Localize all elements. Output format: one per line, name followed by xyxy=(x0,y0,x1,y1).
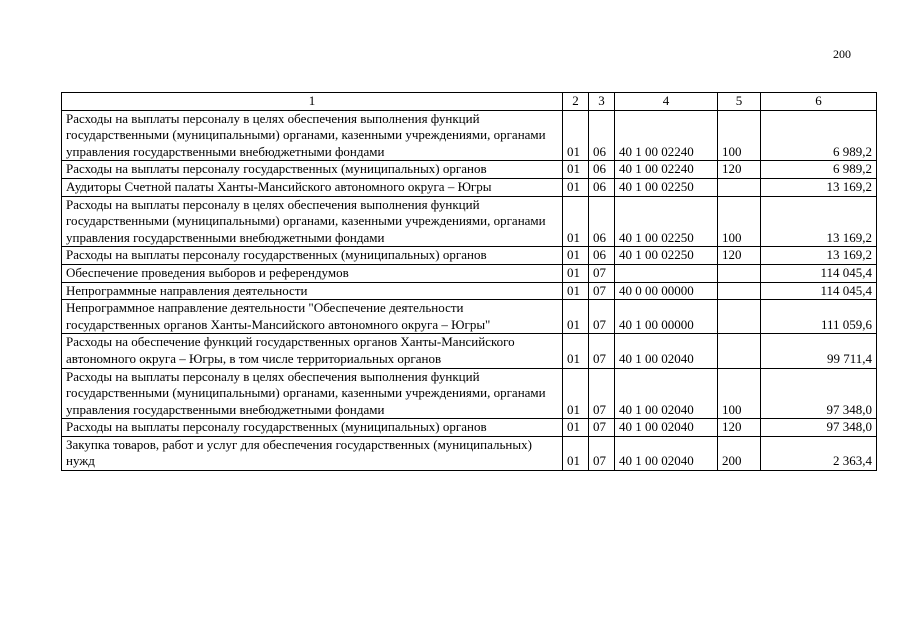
row-description: Расходы на выплаты персоналу государственных (муниципальных) органов xyxy=(62,247,563,265)
row-section-code: 01 xyxy=(563,368,589,419)
row-target-article-code: 40 1 00 02250 xyxy=(615,196,718,247)
row-section-code: 01 xyxy=(563,161,589,179)
row-amount: 6 989,2 xyxy=(761,161,877,179)
row-target-article-code: 40 1 00 02240 xyxy=(615,110,718,161)
table-row xyxy=(62,247,877,265)
row-amount: 13 169,2 xyxy=(761,196,877,247)
row-description: Непрограммное направление деятельности "Обеспечение деятельности государственных органов Ханты-Мансийского автономного округа – Югры" xyxy=(62,300,563,334)
row-expense-type-code xyxy=(718,300,761,334)
row-expense-type-code xyxy=(718,264,761,282)
table-row xyxy=(62,161,877,179)
row-description: Расходы на выплаты персоналу государственных (муниципальных) органов xyxy=(62,161,563,179)
row-subsection-code: 07 xyxy=(589,419,615,437)
table-row xyxy=(62,196,877,247)
row-subsection-code: 07 xyxy=(589,282,615,300)
table-row xyxy=(62,419,877,437)
row-target-article-code: 40 1 00 02040 xyxy=(615,334,718,368)
row-amount: 114 045,4 xyxy=(761,264,877,282)
row-section-code: 01 xyxy=(563,196,589,247)
column-header: 4 xyxy=(615,93,718,111)
row-subsection-code: 07 xyxy=(589,368,615,419)
budget-table xyxy=(61,92,877,471)
row-description: Расходы на выплаты персоналу в целях обеспечения выполнения функций государственными (муниципальными) органами, казенными учреждениями, органами управления государственными внебюджетными фондами xyxy=(62,368,563,419)
row-section-code: 01 xyxy=(563,110,589,161)
row-expense-type-code: 120 xyxy=(718,247,761,265)
table-header-row xyxy=(62,93,877,111)
row-amount: 114 045,4 xyxy=(761,282,877,300)
row-target-article-code: 40 1 00 02040 xyxy=(615,436,718,470)
row-subsection-code: 07 xyxy=(589,334,615,368)
row-section-code: 01 xyxy=(563,334,589,368)
row-description: Закупка товаров, работ и услуг для обеспечения государственных (муниципальных) нужд xyxy=(62,436,563,470)
row-section-code: 01 xyxy=(563,264,589,282)
row-subsection-code: 06 xyxy=(589,178,615,196)
row-amount: 2 363,4 xyxy=(761,436,877,470)
page-number: 200 xyxy=(833,47,851,61)
column-header: 6 xyxy=(761,93,877,111)
row-target-article-code: 40 1 00 02240 xyxy=(615,161,718,179)
row-target-article-code: 40 1 00 02040 xyxy=(615,368,718,419)
row-expense-type-code: 100 xyxy=(718,110,761,161)
row-expense-type-code xyxy=(718,334,761,368)
row-subsection-code: 07 xyxy=(589,300,615,334)
row-description: Расходы на выплаты персоналу в целях обеспечения выполнения функций государственными (муниципальными) органами, казенными учреждениями, органами управления государственными внебюджетными фондами xyxy=(62,110,563,161)
row-amount: 13 169,2 xyxy=(761,247,877,265)
table-row xyxy=(62,368,877,419)
row-expense-type-code: 120 xyxy=(718,161,761,179)
row-amount: 13 169,2 xyxy=(761,178,877,196)
column-header: 2 xyxy=(563,93,589,111)
row-description: Обеспечение проведения выборов и референдумов xyxy=(62,264,563,282)
table-row xyxy=(62,300,877,334)
row-amount: 99 711,4 xyxy=(761,334,877,368)
row-section-code: 01 xyxy=(563,419,589,437)
row-target-article-code: 40 1 00 00000 xyxy=(615,300,718,334)
row-section-code: 01 xyxy=(563,436,589,470)
row-target-article-code: 40 1 00 02250 xyxy=(615,178,718,196)
row-subsection-code: 07 xyxy=(589,264,615,282)
row-expense-type-code xyxy=(718,282,761,300)
row-expense-type-code: 200 xyxy=(718,436,761,470)
row-subsection-code: 07 xyxy=(589,436,615,470)
row-description: Расходы на обеспечение функций государственных органов Ханты-Мансийского автономного округа – Югры, в том числе территориальных органов xyxy=(62,334,563,368)
row-target-article-code: 40 1 00 02250 xyxy=(615,247,718,265)
column-header: 1 xyxy=(62,93,563,111)
row-amount: 97 348,0 xyxy=(761,419,877,437)
row-target-article-code xyxy=(615,264,718,282)
row-description: Расходы на выплаты персоналу государственных (муниципальных) органов xyxy=(62,419,563,437)
row-subsection-code: 06 xyxy=(589,247,615,265)
row-amount: 6 989,2 xyxy=(761,110,877,161)
row-target-article-code: 40 1 00 02040 xyxy=(615,419,718,437)
table-row xyxy=(62,110,877,161)
row-subsection-code: 06 xyxy=(589,110,615,161)
row-description: Непрограммные направления деятельности xyxy=(62,282,563,300)
row-amount: 111 059,6 xyxy=(761,300,877,334)
row-expense-type-code: 100 xyxy=(718,368,761,419)
row-target-article-code: 40 0 00 00000 xyxy=(615,282,718,300)
column-header: 3 xyxy=(589,93,615,111)
row-expense-type-code xyxy=(718,178,761,196)
row-section-code: 01 xyxy=(563,247,589,265)
column-header: 5 xyxy=(718,93,761,111)
row-expense-type-code: 100 xyxy=(718,196,761,247)
row-expense-type-code: 120 xyxy=(718,419,761,437)
row-section-code: 01 xyxy=(563,178,589,196)
row-section-code: 01 xyxy=(563,282,589,300)
table-row xyxy=(62,282,877,300)
row-subsection-code: 06 xyxy=(589,196,615,247)
table-row xyxy=(62,264,877,282)
row-description: Аудиторы Счетной палаты Ханты-Мансийского автономного округа – Югры xyxy=(62,178,563,196)
table-row xyxy=(62,334,877,368)
table-row xyxy=(62,436,877,470)
row-description: Расходы на выплаты персоналу в целях обеспечения выполнения функций государственными (муниципальными) органами, казенными учреждениями, органами управления государственными внебюджетными фондами xyxy=(62,196,563,247)
table-row xyxy=(62,178,877,196)
row-section-code: 01 xyxy=(563,300,589,334)
row-subsection-code: 06 xyxy=(589,161,615,179)
row-amount: 97 348,0 xyxy=(761,368,877,419)
